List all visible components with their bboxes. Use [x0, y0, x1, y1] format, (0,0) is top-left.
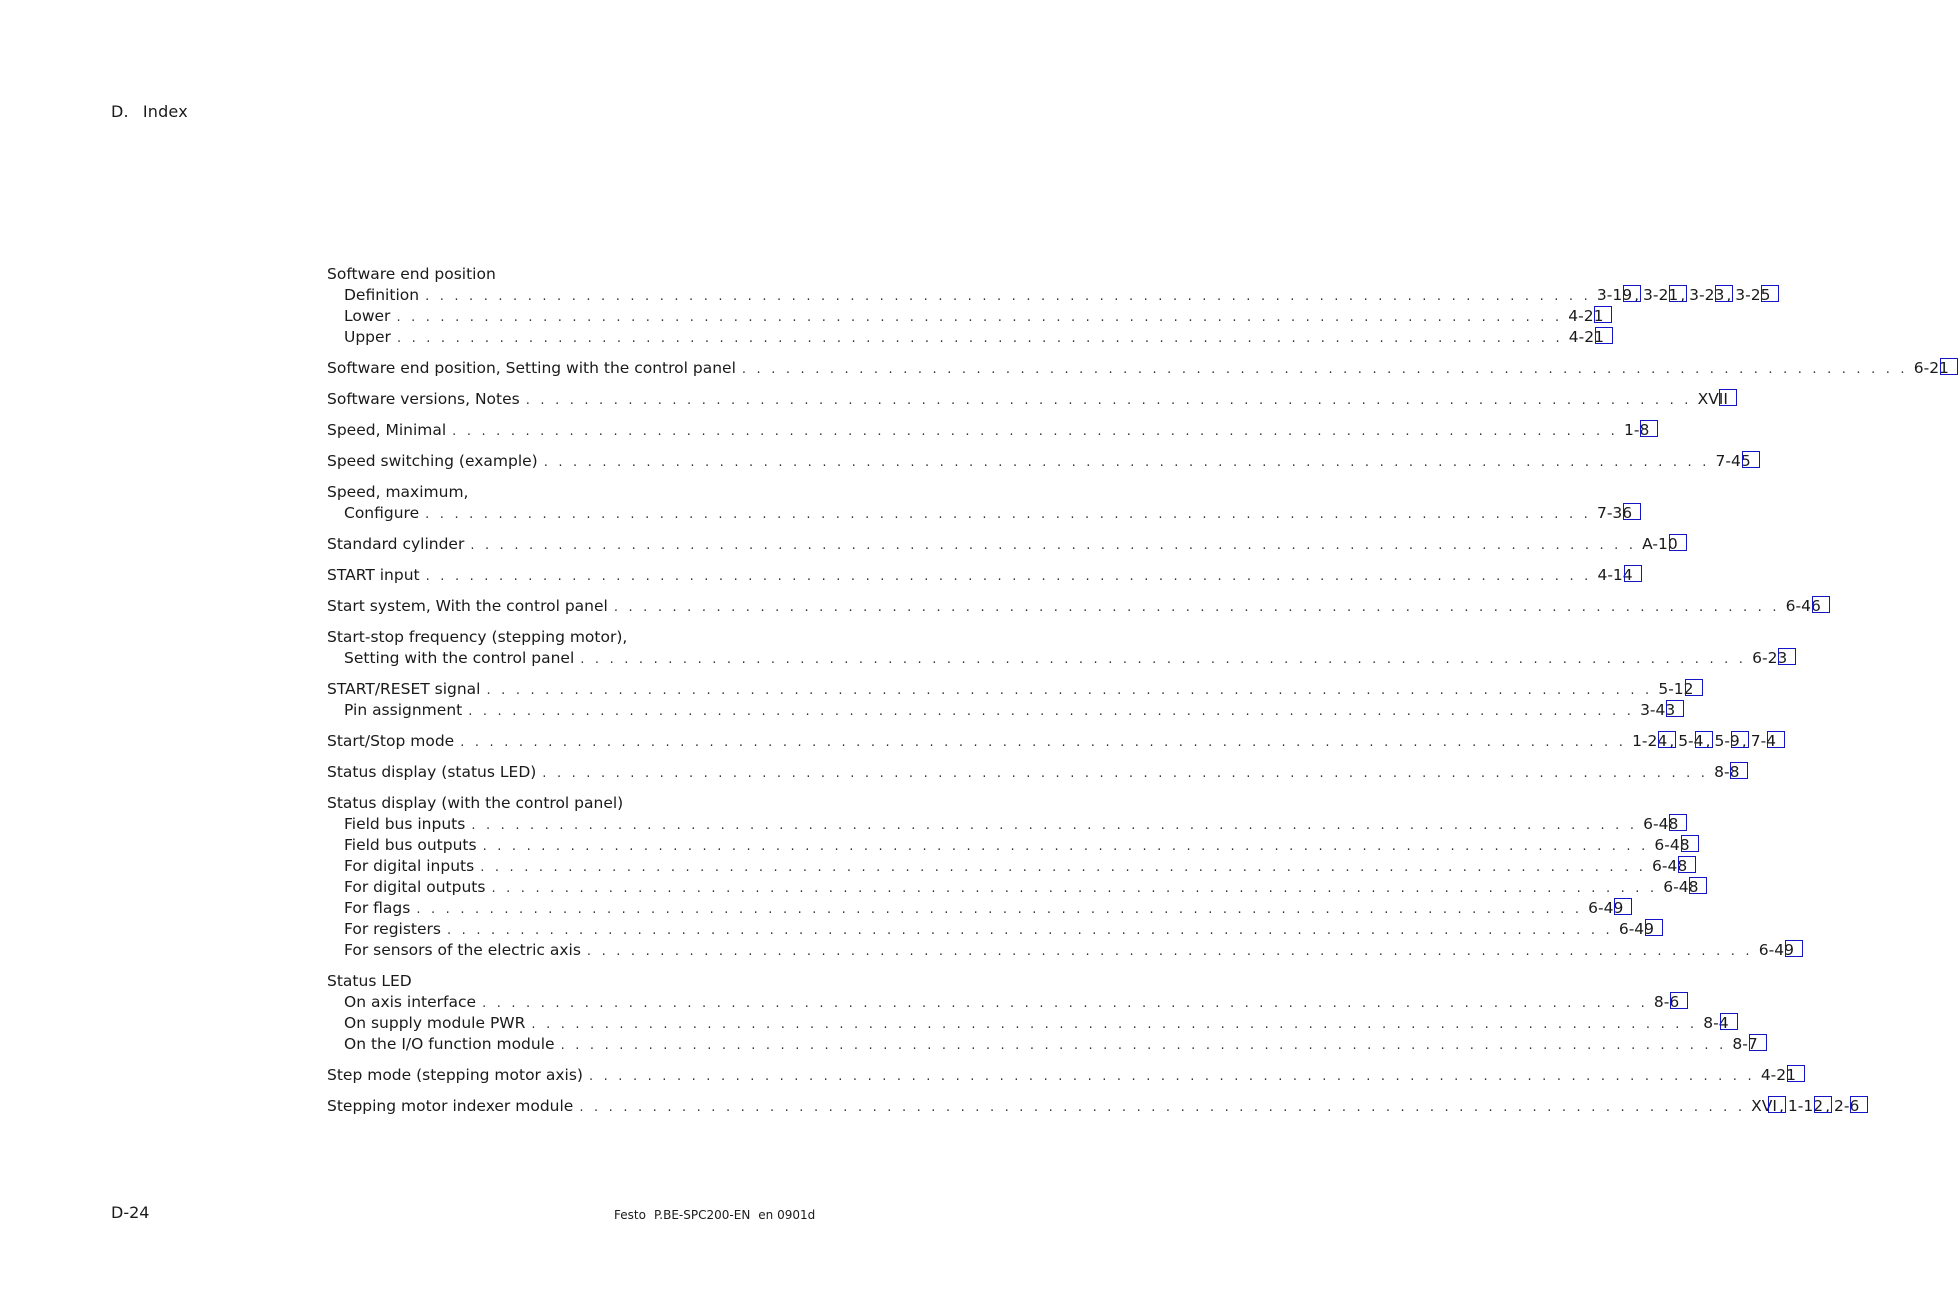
page-ref-link[interactable]: 8-7 [1732, 1035, 1758, 1053]
index-subentry [327, 856, 1688, 877]
subentry-text: On the I/O function module [344, 1035, 555, 1053]
page-refs [1654, 835, 1693, 856]
dot-leader: . . . . . . . . . . . . . . . . . . . . . . . . . . . . . . . . . . . . . . . . . . . . . . . . . . . . . . . . . . . . . . . . . . . . . . . . . . . . . . . . [468, 704, 1635, 719]
page-refs [1642, 534, 1682, 555]
chapter-letter: D. [111, 102, 129, 121]
page-refs [1751, 1096, 1863, 1117]
dot-leader: . . . . . . . . . . . . . . . . . . . . . . . . . . . . . . . . . . . . . . . . . . . . . . . . . . . . . . . . . . . . . . . . . . . . . . . . . . . . . . . . [425, 289, 1591, 304]
page-refs [1752, 648, 1791, 669]
dot-leader: . . . . . . . . . . . . . . . . . . . . . . . . . . . . . . . . . . . . . . . . . . . . . . . . . . . . . . . . . . . . . . . . . . . . . . . . . . . . . . . . [480, 860, 1647, 875]
index-entry [327, 762, 1740, 783]
page-ref-link[interactable]: 6-49 [1588, 899, 1624, 917]
dot-leader: . . . . . . . . . . . . . . . . . . . . . . . . . . . . . . . . . . . . . . . . . . . . . . . . . . . . . . . . . . . . . . . . . . . . . . . . . . . . . . . . [447, 923, 1613, 938]
page-refs [1698, 389, 1732, 410]
index-subentry [327, 877, 1699, 898]
page-ref-link[interactable]: 6-48 [1652, 857, 1688, 875]
dot-leader: . . . . . . . . . . . . . . . . . . . . . . . . . . . . . . . . . . . . . . . . . . . . . . . . . . . . . . . . . . . . . . . . . . . . . . . . . . . . . . . . [470, 538, 1637, 553]
index-subentry [327, 1034, 1758, 1055]
entry-heading: Start/Stop mode [327, 732, 455, 750]
page-refs [1588, 898, 1627, 919]
index-entry [327, 627, 797, 648]
entry-heading: Speed switching (example) [327, 452, 538, 470]
page-refs [1640, 700, 1679, 721]
page-refs [1716, 451, 1755, 472]
index-entry-group [327, 793, 1794, 961]
ref-separator: , [1778, 1097, 1784, 1115]
subentry-text: On supply module PWR [344, 1014, 526, 1032]
page-ref-link[interactable]: 5-12 [1658, 680, 1694, 698]
index-entry [327, 1096, 1860, 1117]
dot-leader: . . . . . . . . . . . . . . . . . . . . . . . . . . . . . . . . . . . . . . . . . . . . . . . . . . . . . . . . . . . . . . . . . . . . . . . . . . . . . . . . [586, 944, 1753, 959]
dot-leader: . . . . . . . . . . . . . . . . . . . . . . . . . . . . . . . . . . . . . . . . . . . . . . . . . . . . . . . . . . . . . . . . . . . . . . . . . . . . . . . . [482, 996, 1648, 1011]
index-subentry [327, 503, 1633, 524]
page-ref-link[interactable]: 5-4 [1678, 732, 1704, 750]
ref-separator: , [1726, 286, 1732, 304]
page-ref-link[interactable]: 7-45 [1715, 452, 1751, 470]
footer-doc-info [614, 1208, 815, 1222]
subentry-text: Field bus outputs [344, 836, 477, 854]
page-ref-link[interactable]: 7-36 [1596, 504, 1633, 522]
page-refs [1732, 1034, 1761, 1055]
page-ref-link[interactable]: 5-9 [1714, 732, 1740, 750]
dot-leader: . . . . . . . . . . . . . . . . . . . . . . . . . . . . . . . . . . . . . . . . . . . . . . . . . . . . . . . . . . . . . . . . . . . . . . . . . . . . . . . . [741, 362, 1908, 377]
page-refs [1759, 940, 1798, 961]
dot-leader: . . . . . . . . . . . . . . . . . . . . . . . . . . . . . . . . . . . . . . . . . . . . . . . . . . . . . . . . . . . . . . . . . . . . . . . . . . . . . . . . [482, 839, 1649, 854]
entry-heading: Step mode (stepping motor axis) [327, 1066, 583, 1084]
page-ref-link[interactable]: XVI [1751, 1097, 1777, 1115]
page-refs [1597, 565, 1636, 586]
page-ref-link[interactable]: 6-48 [1654, 836, 1690, 854]
page-ref-link[interactable]: 4-14 [1597, 566, 1633, 584]
page-refs [1914, 358, 1953, 379]
entry-heading: START input [327, 566, 420, 584]
chapter-header [111, 102, 202, 121]
page-ref-link[interactable]: 3-43 [1640, 701, 1676, 719]
index-entry [327, 451, 1751, 472]
page-refs [1619, 919, 1658, 940]
page-refs [1761, 1065, 1800, 1086]
index-entry [327, 679, 1694, 700]
index-subentry [327, 898, 1624, 919]
page-ref-link[interactable]: 8-4 [1703, 1014, 1729, 1032]
page-ref-link[interactable]: 1-12 [1787, 1097, 1824, 1115]
entry-heading: Start-stop frequency (stepping motor), [327, 628, 628, 646]
dot-leader: . . . . . . . . . . . . . . . . . . . . . . . . . . . . . . . . . . . . . . . . . . . . . . . . . . . . . . . . . . . . . . . . . . . . . . . . . . . . . . . . [531, 1017, 1698, 1032]
entry-heading: Software versions, Notes [327, 390, 520, 408]
page-refs [1568, 306, 1607, 327]
footer-company: Festo [614, 1208, 646, 1222]
entry-heading: Speed, Minimal [327, 421, 447, 439]
dot-leader: . . . . . . . . . . . . . . . . . . . . . . . . . . . . . . . . . . . . . . . . . . . . . . . . . . . . . . . . . . . . . . . . . . . . . . . . . . . . . . . . [613, 600, 1780, 615]
ref-separator: , [1634, 286, 1640, 304]
dot-leader: . . . . . . . . . . . . . . . . . . . . . . . . . . . . . . . . . . . . . . . . . . . . . . . . . . . . . . . . . . . . . . . . . . . . . . . . . . . . . . . . [416, 902, 1583, 917]
dot-leader: . . . . . . . . . . . . . . . . . . . . . . . . . . . . . . . . . . . . . . . . . . . . . . . . . . . . . . . . . . . . . . . . . . . . . . . . . . . . . . . . [580, 652, 1747, 667]
page-refs [1624, 420, 1653, 441]
entry-heading: START/RESET signal [327, 680, 481, 698]
dot-leader: . . . . . . . . . . . . . . . . . . . . . . . . . . . . . . . . . . . . . . . . . . . . . . . . . . . . . . . . . . . . . . . . . . . . . . . . . . . . . . . . [425, 507, 1591, 522]
page-refs [1652, 856, 1691, 877]
index-entry-group [327, 679, 1694, 721]
subentry-text: Upper [344, 328, 391, 346]
index-subentry [327, 814, 1679, 835]
page-ref-link[interactable]: 1-8 [1624, 421, 1650, 439]
index-subentry [327, 835, 1690, 856]
page-refs [1597, 503, 1636, 524]
index-entry-group [327, 731, 1777, 752]
index-subentry [327, 327, 1604, 348]
index-entry-group [327, 534, 1678, 555]
page-number: D-24 [111, 1203, 150, 1222]
page-refs [1569, 327, 1608, 348]
dot-leader: . . . . . . . . . . . . . . . . . . . . . . . . . . . . . . . . . . . . . . . . . . . . . . . . . . . . . . . . . . . . . . . . . . . . . . . . . . . . . . . . [491, 881, 1658, 896]
index-entry-group [327, 420, 1650, 441]
index-entry-group [327, 971, 1758, 1055]
index-subentry [327, 992, 1680, 1013]
subentry-text: For sensors of the electric axis [344, 941, 581, 959]
page-refs [1786, 596, 1825, 617]
page-refs [1597, 285, 1775, 306]
dot-leader: . . . . . . . . . . . . . . . . . . . . . . . . . . . . . . . . . . . . . . . . . . . . . . . . . . . . . . . . . . . . . . . . . . . . . . . . . . . . . . . . [543, 455, 1710, 470]
index-entry-group [327, 762, 1740, 783]
page-refs [1663, 877, 1702, 898]
index-entry-group [327, 627, 1788, 669]
dot-leader: . . . . . . . . . . . . . . . . . . . . . . . . . . . . . . . . . . . . . . . . . . . . . . . . . . . . . . . . . . . . . . . . . . . . . . . . . . . . . . . . [471, 818, 1638, 833]
index-entry [327, 596, 1821, 617]
dot-leader: . . . . . . . . . . . . . . . . . . . . . . . . . . . . . . . . . . . . . . . . . . . . . . . . . . . . . . . . . . . . . . . . . . . . . . . . . . . . . . . . [588, 1069, 1755, 1084]
page-refs [1658, 679, 1697, 700]
dot-leader: . . . . . . . . . . . . . . . . . . . . . . . . . . . . . . . . . . . . . . . . . . . . . . . . . . . . . . . . . . . . . . . . . . . . . . . . . . . . . . . . [452, 424, 1618, 439]
dot-leader: . . . . . . . . . . . . . . . . . . . . . . . . . . . . . . . . . . . . . . . . . . . . . . . . . . . . . . . . . . . . . . . . . . . . . . . . . . . . . . . . [579, 1100, 1746, 1115]
page-ref-link[interactable]: 3-21 [1643, 286, 1679, 304]
entry-heading: Start system, With the control panel [327, 597, 608, 615]
ref-separator: , [1825, 1097, 1831, 1115]
footer-doc-id: P.BE-SPC200-EN [653, 1208, 751, 1222]
page-ref-link[interactable]: 6-49 [1618, 920, 1655, 938]
page-ref-link[interactable]: 4-21 [1568, 328, 1604, 346]
index-entry [327, 971, 797, 992]
subentry-text: Pin assignment [344, 701, 463, 719]
index-entry-group [327, 389, 1728, 410]
page-refs [1714, 762, 1743, 783]
index-entry [327, 1065, 1796, 1086]
index-entry-group [327, 451, 1751, 472]
page-ref-link[interactable]: 2-6 [1834, 1097, 1860, 1115]
index-entry-group [327, 565, 1633, 586]
entry-heading: Status display (status LED) [327, 763, 537, 781]
page-refs [1632, 731, 1780, 752]
page-ref-link[interactable]: 4-21 [1568, 307, 1604, 325]
page-ref-link[interactable]: 6-49 [1758, 941, 1794, 959]
page-ref-link[interactable]: 4-21 [1760, 1066, 1796, 1084]
index-entry [327, 793, 797, 814]
entry-heading: Status LED [327, 972, 412, 990]
footer-lang-version: en 0901d [758, 1208, 816, 1222]
index-entry [327, 731, 1777, 752]
dot-leader: . . . . . . . . . . . . . . . . . . . . . . . . . . . . . . . . . . . . . . . . . . . . . . . . . . . . . . . . . . . . . . . . . . . . . . . . . . . . . . . . [542, 766, 1709, 781]
subentry-text: On axis interface [344, 993, 477, 1011]
subentry-text: For digital outputs [344, 878, 486, 896]
dot-leader: . . . . . . . . . . . . . . . . . . . . . . . . . . . . . . . . . . . . . . . . . . . . . . . . . . . . . . . . . . . . . . . . . . . . . . . . . . . . . . . . [560, 1038, 1727, 1053]
index-subentry [327, 648, 1788, 669]
index-subentry [327, 940, 1794, 961]
index-entry [327, 264, 797, 285]
page-ref-link[interactable]: 6-48 [1643, 815, 1679, 833]
index-entry [327, 534, 1678, 555]
chapter-title: Index [142, 102, 188, 121]
entry-heading: Stepping motor indexer module [327, 1097, 574, 1115]
page-ref-link[interactable]: A-10 [1642, 535, 1678, 553]
index-list [327, 264, 1949, 1127]
dot-leader: . . . . . . . . . . . . . . . . . . . . . . . . . . . . . . . . . . . . . . . . . . . . . . . . . . . . . . . . . . . . . . . . . . . . . . . . . . . . . . . . [486, 683, 1653, 698]
index-subentry [327, 919, 1655, 940]
entry-heading: Software end position [327, 265, 496, 283]
ref-separator: , [1741, 732, 1747, 750]
dot-leader: . . . . . . . . . . . . . . . . . . . . . . . . . . . . . . . . . . . . . . . . . . . . . . . . . . . . . . . . . . . . . . . . . . . . . . . . . . . . . . . . [396, 310, 1563, 325]
index-entry-group [327, 264, 1771, 348]
index-entry-group [327, 482, 1633, 524]
index-entry [327, 482, 797, 503]
page-ref-link[interactable]: 3-25 [1735, 286, 1771, 304]
subentry-text: Field bus inputs [344, 815, 466, 833]
page-ref-link[interactable]: 3-23 [1689, 286, 1725, 304]
ref-separator: , [1680, 286, 1686, 304]
entry-heading: Standard cylinder [327, 535, 465, 553]
index-entry-group [327, 1065, 1796, 1086]
subentry-text: For registers [344, 920, 441, 938]
subentry-text: Configure [344, 504, 420, 522]
dot-leader: . . . . . . . . . . . . . . . . . . . . . . . . . . . . . . . . . . . . . . . . . . . . . . . . . . . . . . . . . . . . . . . . . . . . . . . . . . . . . . . . [396, 331, 1563, 346]
page-ref-link[interactable]: 3-19 [1596, 286, 1633, 304]
page-refs [1654, 992, 1683, 1013]
page-refs [1643, 814, 1682, 835]
index-entry-group [327, 596, 1821, 617]
subentry-text: Setting with the control panel [344, 649, 575, 667]
page-ref-link[interactable]: 6-21 [1913, 359, 1949, 377]
page-ref-link[interactable]: 8-6 [1653, 993, 1680, 1011]
subentry-text: For flags [344, 899, 411, 917]
page-refs [1703, 1013, 1732, 1034]
index-subentry [327, 1013, 1729, 1034]
entry-heading: Software end position, Setting with the control panel [327, 359, 736, 377]
subentry-text: For digital inputs [344, 857, 475, 875]
page-ref-link[interactable]: 6-23 [1752, 649, 1788, 667]
page-ref-link[interactable]: 6-46 [1785, 597, 1821, 615]
dot-leader: . . . . . . . . . . . . . . . . . . . . . . . . . . . . . . . . . . . . . . . . . . . . . . . . . . . . . . . . . . . . . . . . . . . . . . . . . . . . . . . . [425, 569, 1592, 584]
index-entry-group [327, 1096, 1860, 1117]
page-ref-link[interactable]: XVII [1697, 390, 1728, 408]
index-subentry [327, 306, 1604, 327]
subentry-text: Definition [344, 286, 420, 304]
dot-leader: . . . . . . . . . . . . . . . . . . . . . . . . . . . . . . . . . . . . . . . . . . . . . . . . . . . . . . . . . . . . . . . . . . . . . . . . . . . . . . . . [525, 393, 1692, 408]
index-subentry [327, 700, 1676, 721]
page-ref-link[interactable]: 8-8 [1714, 763, 1740, 781]
index-entry-group [327, 358, 1949, 379]
index-entry [327, 565, 1633, 586]
index-subentry [327, 285, 1771, 306]
index-entry [327, 420, 1650, 441]
index-entry [327, 358, 1949, 379]
entry-heading: Status display (with the control panel) [327, 794, 624, 812]
ref-separator: , [1669, 732, 1675, 750]
index-entry [327, 389, 1728, 410]
page-ref-link[interactable]: 6-48 [1663, 878, 1699, 896]
subentry-text: Lower [344, 307, 391, 325]
dot-leader: . . . . . . . . . . . . . . . . . . . . . . . . . . . . . . . . . . . . . . . . . . . . . . . . . . . . . . . . . . . . . . . . . . . . . . . . . . . . . . . . [460, 735, 1627, 750]
page-ref-link[interactable]: 1-24 [1632, 732, 1668, 750]
ref-separator: , [1705, 732, 1711, 750]
entry-heading: Speed, maximum, [327, 483, 469, 501]
page-ref-link[interactable]: 7-4 [1750, 732, 1777, 750]
